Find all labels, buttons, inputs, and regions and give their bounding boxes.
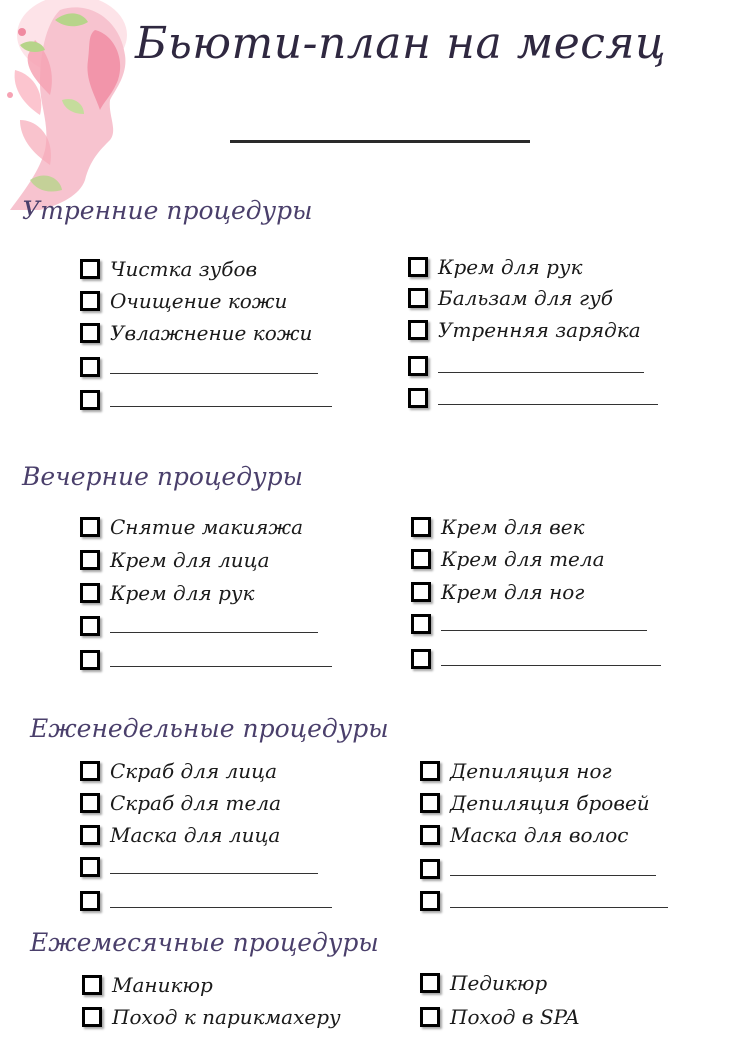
- blank-line[interactable]: [450, 875, 656, 876]
- checklist-item[interactable]: Крем для рук: [80, 580, 254, 606]
- checkbox[interactable]: [420, 1007, 440, 1027]
- checklist-item[interactable]: Крем для рук: [408, 254, 582, 280]
- checkbox[interactable]: [80, 291, 100, 311]
- checkbox[interactable]: [82, 1007, 102, 1027]
- checklist-item[interactable]: Педикюр: [420, 970, 547, 996]
- checklist-blank-item[interactable]: [80, 387, 332, 413]
- checkbox[interactable]: [80, 761, 100, 781]
- checkbox[interactable]: [420, 761, 440, 781]
- blank-line[interactable]: [441, 665, 661, 666]
- blank-line[interactable]: [438, 372, 644, 373]
- checklist-item[interactable]: Утренняя зарядка: [408, 317, 641, 343]
- blank-line[interactable]: [110, 666, 332, 667]
- checkbox[interactable]: [80, 616, 100, 636]
- checklist-item[interactable]: Скраб для лица: [80, 758, 277, 784]
- section-title-evening: Вечерние процедуры: [22, 462, 303, 491]
- checklist-item[interactable]: Поход к парикмахеру: [82, 1004, 341, 1030]
- checklist-blank-item[interactable]: [80, 854, 318, 880]
- checkbox[interactable]: [80, 857, 100, 877]
- page-title: Бьюти-план на месяц: [135, 18, 667, 69]
- checklist-item[interactable]: Увлажнение кожи: [80, 320, 312, 346]
- checklist-blank-item[interactable]: [80, 888, 332, 914]
- blank-line[interactable]: [441, 630, 647, 631]
- checklist-item[interactable]: Депиляция ног: [420, 758, 612, 784]
- blank-line[interactable]: [110, 373, 318, 374]
- blank-line[interactable]: [110, 907, 332, 908]
- checkbox[interactable]: [80, 390, 100, 410]
- blank-line[interactable]: [450, 907, 668, 908]
- checklist-blank-item[interactable]: [408, 353, 644, 379]
- checklist-item[interactable]: Крем для век: [411, 514, 585, 540]
- checkbox[interactable]: [80, 517, 100, 537]
- checklist-item[interactable]: Поход в SPA: [420, 1004, 580, 1030]
- checklist-item[interactable]: Крем для ног: [411, 579, 584, 605]
- checklist-blank-item[interactable]: [420, 856, 656, 882]
- checkbox[interactable]: [80, 323, 100, 343]
- checkbox[interactable]: [411, 582, 431, 602]
- checklist-item[interactable]: Крем для тела: [411, 546, 605, 572]
- blank-line[interactable]: [110, 632, 318, 633]
- checkbox[interactable]: [80, 259, 100, 279]
- section-title-weekly: Еженедельные процедуры: [30, 714, 389, 743]
- checklist-item[interactable]: Снятие макияжа: [80, 514, 303, 540]
- floral-silhouette-decoration: [0, 0, 150, 215]
- checklist-item[interactable]: Маска для лица: [80, 822, 280, 848]
- checkbox[interactable]: [80, 583, 100, 603]
- section-title-morning: Утренние процедуры: [22, 196, 313, 225]
- checkbox[interactable]: [411, 517, 431, 537]
- checkbox[interactable]: [80, 650, 100, 670]
- checkbox[interactable]: [420, 891, 440, 911]
- checklist-item[interactable]: Крем для лица: [80, 547, 270, 573]
- blank-line[interactable]: [438, 404, 658, 405]
- checklist-item[interactable]: Очищение кожи: [80, 288, 287, 314]
- checkbox[interactable]: [80, 793, 100, 813]
- checklist-blank-item[interactable]: [80, 613, 318, 639]
- checkbox[interactable]: [420, 859, 440, 879]
- checkbox[interactable]: [408, 288, 428, 308]
- checklist-blank-item[interactable]: [80, 647, 332, 673]
- title-blank-line: [230, 140, 530, 143]
- checklist-blank-item[interactable]: [420, 888, 668, 914]
- checkbox[interactable]: [420, 793, 440, 813]
- checklist-blank-item[interactable]: [411, 611, 647, 637]
- checkbox[interactable]: [80, 825, 100, 845]
- section-title-monthly: Ежемесячные процедуры: [30, 928, 379, 957]
- blank-line[interactable]: [110, 406, 332, 407]
- checkbox[interactable]: [420, 825, 440, 845]
- checkbox[interactable]: [411, 614, 431, 634]
- checklist-item[interactable]: Маска для волос: [420, 822, 629, 848]
- checkbox[interactable]: [420, 973, 440, 993]
- checkbox[interactable]: [408, 257, 428, 277]
- checklist-item[interactable]: Чистка зубов: [80, 256, 257, 282]
- checklist-item[interactable]: Бальзам для губ: [408, 285, 613, 311]
- checklist-blank-item[interactable]: [80, 354, 318, 380]
- checkbox[interactable]: [408, 356, 428, 376]
- checklist-item[interactable]: Маникюр: [82, 972, 213, 998]
- checkbox[interactable]: [82, 975, 102, 995]
- checklist-item[interactable]: Скраб для тела: [80, 790, 281, 816]
- checkbox[interactable]: [411, 549, 431, 569]
- checkbox[interactable]: [408, 388, 428, 408]
- checkbox[interactable]: [80, 357, 100, 377]
- checklist-blank-item[interactable]: [411, 646, 661, 672]
- blank-line[interactable]: [110, 873, 318, 874]
- checkbox[interactable]: [80, 550, 100, 570]
- checkbox[interactable]: [80, 891, 100, 911]
- checklist-item[interactable]: Депиляция бровей: [420, 790, 650, 816]
- checkbox[interactable]: [408, 320, 428, 340]
- checkbox[interactable]: [411, 649, 431, 669]
- checklist-blank-item[interactable]: [408, 385, 658, 411]
